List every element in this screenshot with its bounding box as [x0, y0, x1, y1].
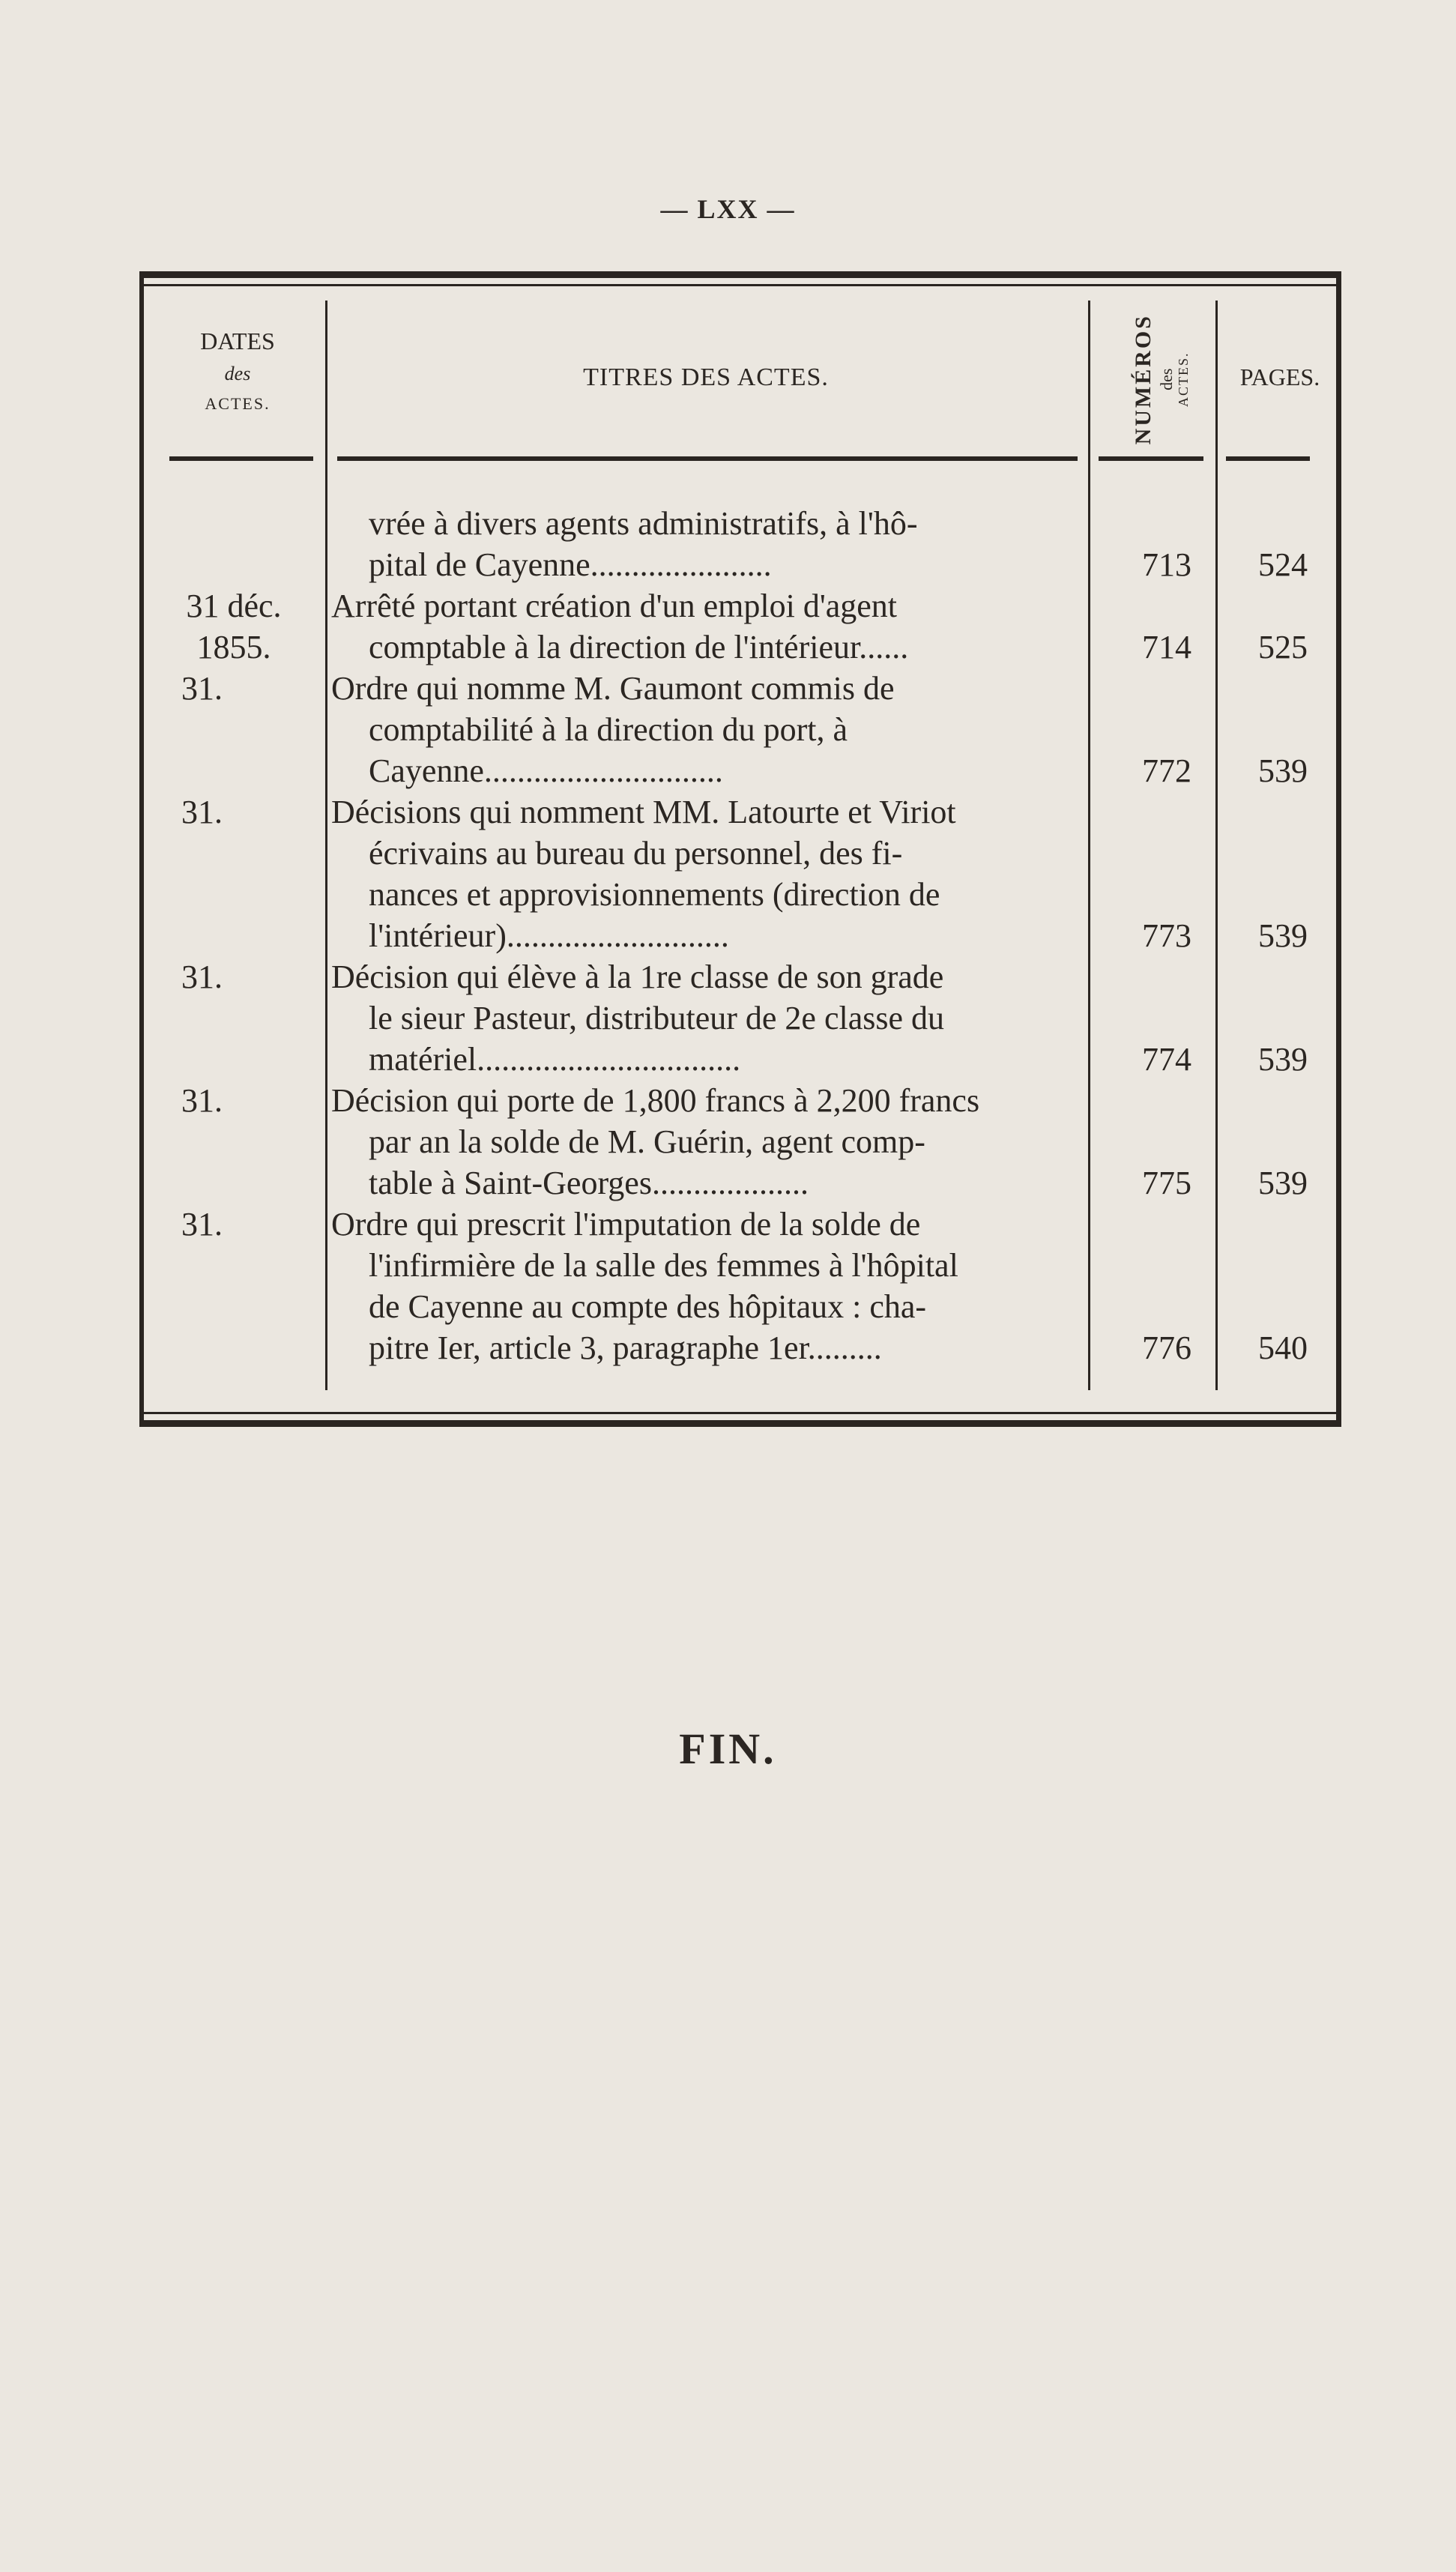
title-line: l'infirmière de la salle des femmes à l'hôpital — [369, 1247, 958, 1284]
row-page: 539 — [1258, 917, 1308, 954]
header-dates-line3: ACTES. — [205, 394, 271, 413]
title-line: le sieur Pasteur, distributeur de 2e classe du — [369, 1000, 945, 1036]
header-rule — [169, 456, 313, 461]
header-numeros-line3: ACTES. — [1175, 351, 1191, 407]
title-line: matériel................................ — [369, 1041, 741, 1078]
title-line: Décision qui porte de 1,800 francs à 2,200 francs — [331, 1082, 980, 1119]
header-dates — [159, 323, 316, 419]
index-table — [139, 271, 1341, 1427]
title-line: vrée à divers agents administratifs, à l'hô- — [369, 505, 918, 542]
header-rule — [1099, 456, 1203, 461]
row-numero: 714 — [1142, 629, 1191, 665]
header-dates-line1: DATES — [200, 327, 275, 354]
row-title — [331, 503, 1072, 585]
title-line: Décisions qui nomment MM. Latourte et Viriot — [331, 794, 956, 830]
row-title — [331, 668, 1072, 791]
title-line: nances et approvisionnements (direction de — [369, 876, 940, 913]
row-date — [181, 668, 346, 709]
title-line: pitre Ier, article 3, paragraphe 1er......... — [369, 1329, 882, 1366]
row-date — [181, 956, 346, 997]
running-head: — LXX — — [660, 194, 796, 224]
header-numeros-line1: NUMÉROS — [1130, 313, 1156, 445]
title-line: par an la solde de M. Guérin, agent comp- — [369, 1123, 925, 1160]
table-bottom-rule — [144, 1412, 1336, 1414]
row-numero: 774 — [1142, 1041, 1191, 1078]
row-date — [151, 585, 316, 668]
date-line: 31. — [181, 794, 223, 830]
table-top-rule — [144, 284, 1336, 286]
row-date — [181, 1204, 346, 1245]
date-line: 31. — [181, 959, 223, 995]
row-numero: 773 — [1142, 917, 1191, 954]
header-titres: TITRES DES ACTES. — [583, 363, 829, 391]
title-line: Décision qui élève à la 1re classe de son grade — [331, 959, 944, 995]
row-title — [331, 1080, 1072, 1204]
row-date — [181, 791, 346, 833]
row-page: 524 — [1258, 546, 1308, 583]
column-divider — [1215, 301, 1218, 1390]
title-line: Ordre qui prescrit l'imputation de la solde de — [331, 1206, 921, 1243]
row-title — [331, 585, 1072, 668]
row-numero: 776 — [1142, 1329, 1191, 1366]
row-numero: 772 — [1142, 752, 1191, 789]
date-line: 31 déc. — [186, 588, 282, 624]
title-line: écrivains au bureau du personnel, des fi- — [369, 835, 903, 872]
date-line: 31. — [181, 1082, 223, 1119]
row-page: 539 — [1258, 1041, 1308, 1078]
row-numero: 775 — [1142, 1165, 1191, 1201]
row-page: 540 — [1258, 1329, 1308, 1366]
header-pages: PAGES. — [1239, 363, 1320, 390]
date-line: 31. — [181, 1206, 223, 1243]
title-line: Cayenne............................. — [369, 752, 723, 789]
title-line: comptable à la direction de l'intérieur...... — [369, 629, 909, 665]
header-rule — [1226, 456, 1310, 461]
header-numeros-line2: des — [1156, 368, 1176, 390]
title-line: pital de Cayenne...................... — [369, 546, 772, 583]
fin-mark: FIN. — [679, 1724, 777, 1773]
row-page: 525 — [1258, 629, 1308, 665]
date-line: 1855. — [196, 629, 271, 665]
header-rule — [337, 456, 1078, 461]
date-line: 31. — [181, 670, 223, 707]
row-title — [331, 956, 1072, 1080]
row-title — [331, 791, 1072, 956]
title-line: table à Saint-Georges................... — [369, 1165, 809, 1201]
row-date — [181, 1080, 346, 1121]
row-title — [331, 1204, 1072, 1368]
header-numeros — [1097, 311, 1224, 447]
title-line: Arrêté portant création d'un emploi d'agent — [331, 588, 898, 624]
title-line: comptabilité à la direction du port, à — [369, 711, 848, 748]
title-line: l'intérieur)........................... — [369, 917, 729, 954]
column-divider — [1088, 301, 1090, 1390]
title-line: de Cayenne au compte des hôpitaux : cha- — [369, 1288, 927, 1325]
header-dates-line2: des — [224, 363, 251, 384]
title-line: Ordre qui nomme M. Gaumont commis de — [331, 670, 895, 707]
row-page: 539 — [1258, 1165, 1308, 1201]
row-numero: 713 — [1142, 546, 1191, 583]
row-page: 539 — [1258, 752, 1308, 789]
